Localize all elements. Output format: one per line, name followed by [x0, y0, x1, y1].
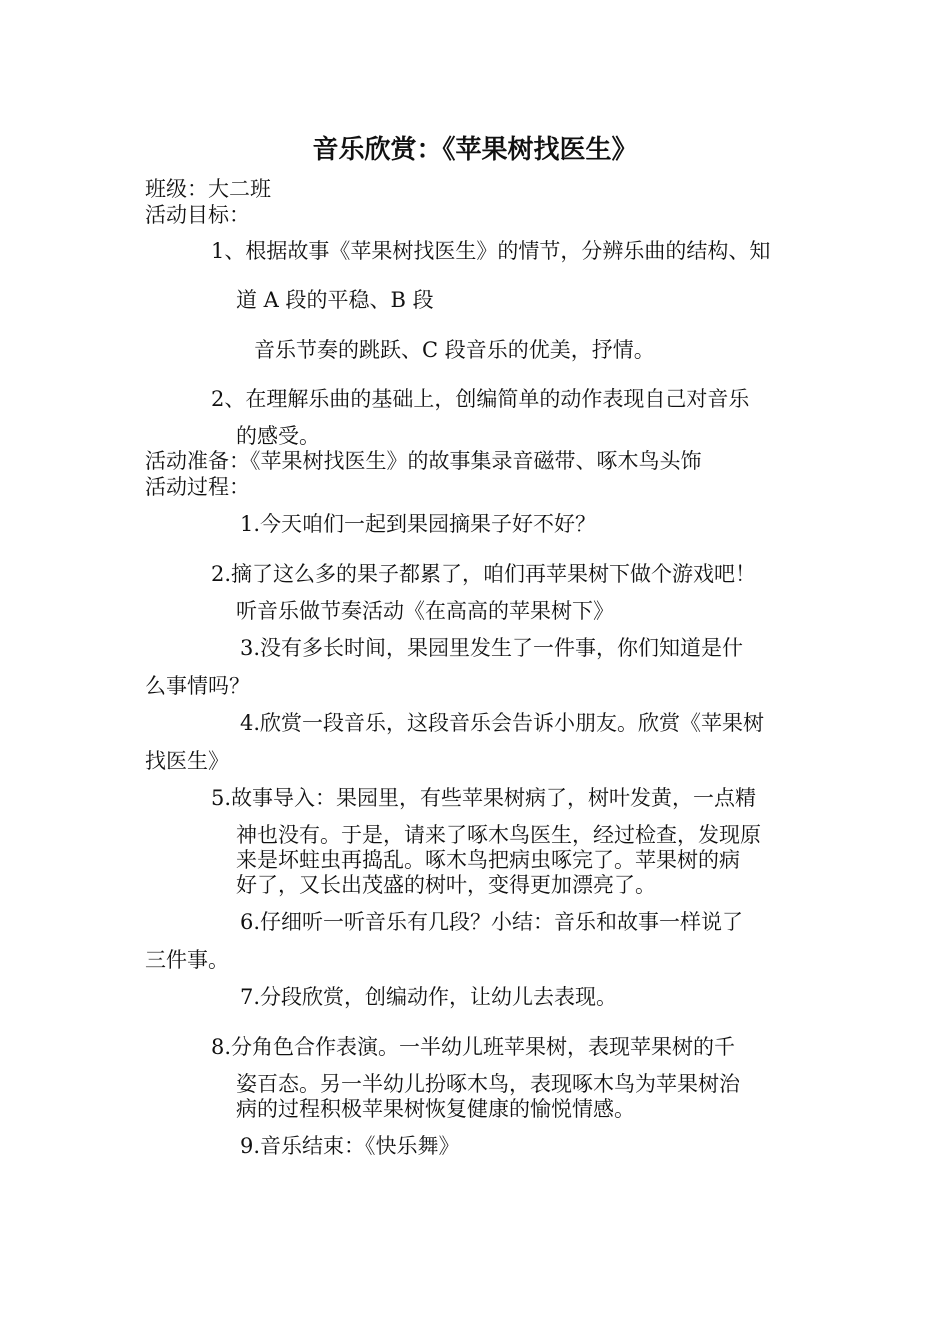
step-2-line-2: 听音乐做节奏活动《在高高的苹果树下》 — [236, 599, 614, 623]
process-heading: 活动过程： — [145, 475, 250, 499]
goals-heading: 活动目标： — [145, 203, 250, 227]
goal-1-line-2: 道 A 段的平稳、B 段 — [236, 288, 434, 312]
step-5-line-1: 5.故事导入：果园里，有些苹果树病了，树叶发黄，一点精 — [211, 786, 757, 810]
step-5-line-4: 好了，又长出茂盛的树叶，变得更加漂亮了。 — [236, 873, 656, 897]
goal-2-line-2: 的感受。 — [236, 424, 320, 448]
goal-1-line-3: 音乐节奏的跳跃、C 段音乐的优美，抒情。 — [254, 338, 655, 362]
step-8-line-2: 姿百态。另一半幼儿扮啄木鸟，表现啄木鸟为苹果树治 — [236, 1072, 740, 1096]
step-7: 7.分段欣赏，创编动作，让幼儿去表现。 — [240, 985, 618, 1009]
step-2-line-1: 2.摘了这么多的果子都累了，咱们再苹果树下做个游戏吧！ — [211, 562, 757, 586]
step-6-line-2: 三件事。 — [145, 948, 229, 972]
step-9: 9.音乐结束：《快乐舞》 — [240, 1134, 460, 1158]
step-4-line-2: 找医生》 — [145, 749, 229, 773]
step-6-line-1: 6.仔细听一听音乐有几段？小结：音乐和故事一样说了 — [240, 910, 744, 934]
document-title: 音乐欣赏：《苹果树找医生》 — [312, 135, 638, 165]
step-3-line-1: 3.没有多长时间，果园里发生了一件事，你们知道是什 — [240, 636, 744, 660]
step-3-line-2: 么事情吗？ — [145, 674, 250, 698]
step-1: 1.今天咱们一起到果园摘果子好不好？ — [240, 512, 597, 536]
step-5-line-2: 神也没有。于是，请来了啄木鸟医生，经过检查，发现原 — [236, 823, 761, 847]
step-5-line-3: 来是坏蛀虫再捣乱。啄木鸟把病虫啄完了。苹果树的病 — [236, 848, 740, 872]
preparation-line: 活动准备：《苹果树找医生》的故事集录音磁带、啄木鸟头饰 — [145, 449, 702, 473]
step-8-line-1: 8.分角色合作表演。一半幼儿班苹果树，表现苹果树的千 — [211, 1035, 736, 1059]
step-8-line-3: 病的过程积极苹果树恢复健康的愉悦情感。 — [236, 1097, 635, 1121]
goal-1-line-1: 1、根据故事《苹果树找医生》的情节，分辨乐曲的结构、知 — [211, 239, 771, 263]
step-4-line-1: 4.欣赏一段音乐，这段音乐会告诉小朋友。欣赏《苹果树 — [240, 711, 765, 735]
goal-2-line-1: 2、在理解乐曲的基础上，创编简单的动作表现自己对音乐 — [211, 387, 750, 411]
class-line: 班级：大二班 — [145, 177, 271, 201]
